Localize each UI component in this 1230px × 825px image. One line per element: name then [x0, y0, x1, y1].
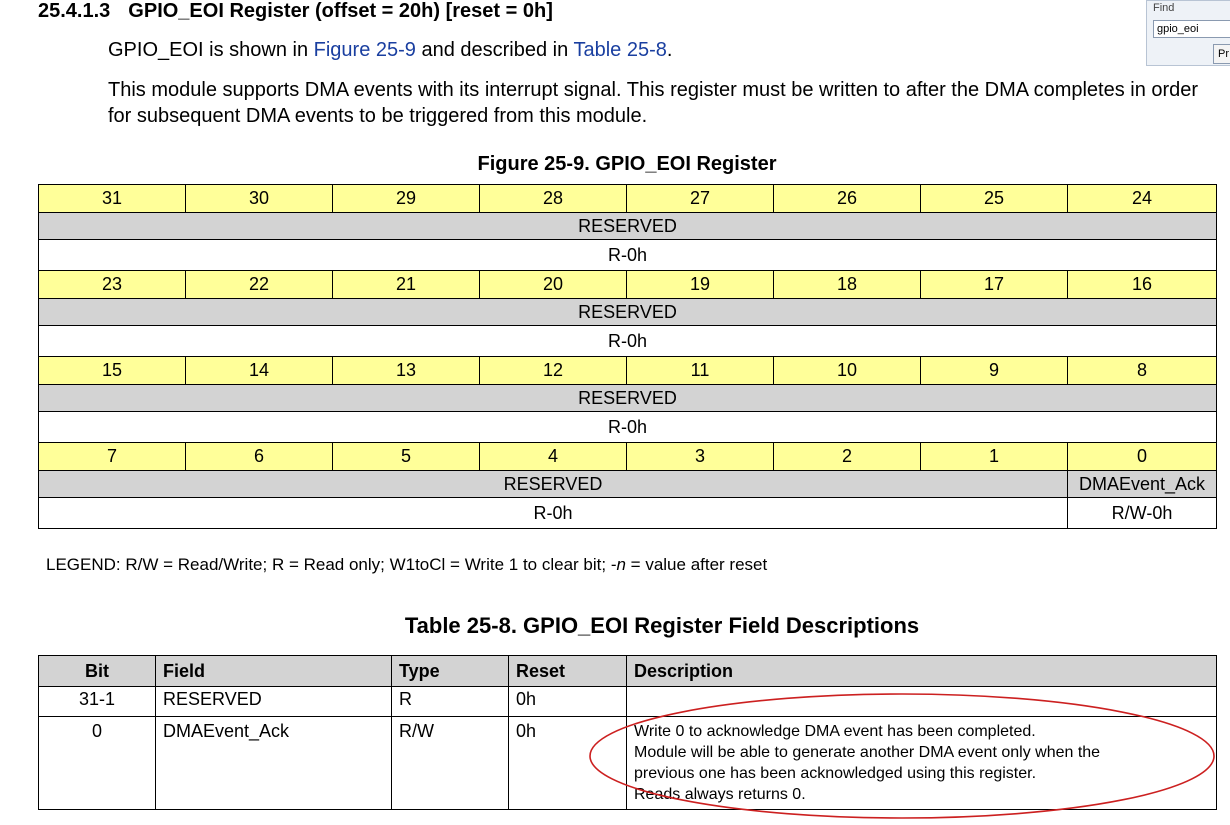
field-name-dmaevent-ack: DMAEvent_Ack [1068, 471, 1217, 498]
bit-number: 19 [627, 271, 774, 299]
description-line: Write 0 to acknowledge DMA event has been completed. [634, 723, 1036, 740]
field-name-row [39, 385, 1217, 412]
table-link[interactable]: Table 25-8 [573, 39, 667, 61]
column-header-type: Type [392, 656, 509, 687]
table-row [39, 717, 1217, 810]
access-row [39, 498, 1217, 529]
bit-number: 11 [627, 357, 774, 385]
bit-number: 17 [921, 271, 1068, 299]
field-access: R-0h [39, 412, 1217, 443]
find-input[interactable] [1153, 20, 1230, 38]
bit-number: 10 [774, 357, 921, 385]
field-description-table [38, 655, 1217, 810]
find-label: Find [1153, 2, 1175, 14]
bit-number: 25 [921, 185, 1068, 213]
field-name-row [39, 471, 1217, 498]
cell-type: R [392, 687, 509, 717]
cell-reset: 0h [509, 687, 627, 717]
description-line: previous one has been acknowledged using this register. [634, 765, 1037, 782]
bit-number: 21 [333, 271, 480, 299]
bit-number: 28 [480, 185, 627, 213]
column-header-field: Field [156, 656, 392, 687]
figure-link[interactable]: Figure 25-9 [313, 39, 416, 61]
table-header-row [39, 656, 1217, 687]
description-line: Reads always returns 0. [634, 786, 806, 803]
bit-number: 24 [1068, 185, 1217, 213]
find-panel [1146, 0, 1230, 66]
bit-number: 8 [1068, 357, 1217, 385]
intro-paragraph-2: This module supports DMA events with its interrupt signal. This register must be written to after the DMA completes in order for subsequent DMA events to be triggered from this module. [108, 79, 1199, 127]
bit-number: 2 [774, 443, 921, 471]
field-name-row [39, 213, 1217, 240]
bit-number: 20 [480, 271, 627, 299]
intro-text: . [666, 39, 673, 61]
cell-field: RESERVED [156, 687, 392, 717]
intro-text: GPIO_EOI is shown in [108, 39, 314, 61]
bit-number: 9 [921, 357, 1068, 385]
field-name: RESERVED [39, 385, 1217, 412]
cell-description [627, 717, 1217, 810]
section-number: 25.4.1.3 [38, 0, 111, 22]
bit-number-row [39, 271, 1217, 299]
bit-number: 0 [1068, 443, 1217, 471]
bit-number: 3 [627, 443, 774, 471]
figure-title: Figure 25-9. GPIO_EOI Register [477, 153, 777, 175]
field-access-dmaevent-ack: R/W-0h [1068, 498, 1217, 529]
access-row [39, 412, 1217, 443]
bit-number: 18 [774, 271, 921, 299]
column-header-bit: Bit [39, 656, 156, 687]
field-access: R-0h [39, 498, 1068, 529]
description-line: Module will be able to generate another DMA event only when the [634, 744, 1101, 761]
table-row [39, 687, 1217, 717]
field-access: R-0h [39, 240, 1217, 271]
bit-number: 6 [186, 443, 333, 471]
bit-number: 7 [39, 443, 186, 471]
bit-number: 27 [627, 185, 774, 213]
bit-number: 16 [1068, 271, 1217, 299]
intro-paragraph-1 [108, 37, 672, 63]
field-name: RESERVED [39, 213, 1217, 240]
cell-bit: 31-1 [39, 687, 156, 717]
table-title: Table 25-8. GPIO_EOI Register Field Descriptions [404, 613, 920, 638]
bit-number: 29 [333, 185, 480, 213]
cell-field: DMAEvent_Ack [156, 717, 392, 810]
bit-number: 14 [186, 357, 333, 385]
bit-number: 22 [186, 271, 333, 299]
access-row [39, 326, 1217, 357]
bit-number: 5 [333, 443, 480, 471]
bit-number-row [39, 357, 1217, 385]
field-access: R-0h [39, 326, 1217, 357]
field-name-row [39, 299, 1217, 326]
bit-number: 31 [39, 185, 186, 213]
access-row [39, 240, 1217, 271]
bit-number: 15 [39, 357, 186, 385]
bit-number: 12 [480, 357, 627, 385]
column-header-description: Description [627, 656, 1217, 687]
legend-text: LEGEND: R/W = Read/Write; R = Read only; W1toCl = Write 1 to clear bit; - [46, 555, 617, 574]
register-diagram [38, 184, 1217, 529]
bit-number: 30 [186, 185, 333, 213]
cell-bit: 0 [39, 717, 156, 810]
cell-type: R/W [392, 717, 509, 810]
section-title-text: GPIO_EOI Register (offset = 20h) [reset = 0h] [128, 0, 553, 22]
section-heading [38, 0, 553, 23]
field-name: RESERVED [39, 299, 1217, 326]
bit-number: 23 [39, 271, 186, 299]
bit-number: 4 [480, 443, 627, 471]
bit-number: 1 [921, 443, 1068, 471]
legend [46, 555, 767, 575]
field-name: RESERVED [39, 471, 1068, 498]
bit-number: 26 [774, 185, 921, 213]
legend-text: = value after reset [625, 555, 768, 574]
find-previous-button[interactable]: Pr [1213, 44, 1230, 64]
bit-number-row [39, 443, 1217, 471]
bit-number: 13 [333, 357, 480, 385]
column-header-reset: Reset [509, 656, 627, 687]
intro-text: and described in [415, 39, 574, 61]
legend-text-italic: n [616, 555, 626, 574]
cell-description [627, 687, 1217, 717]
cell-reset: 0h [509, 717, 627, 810]
bit-number-row [39, 185, 1217, 213]
